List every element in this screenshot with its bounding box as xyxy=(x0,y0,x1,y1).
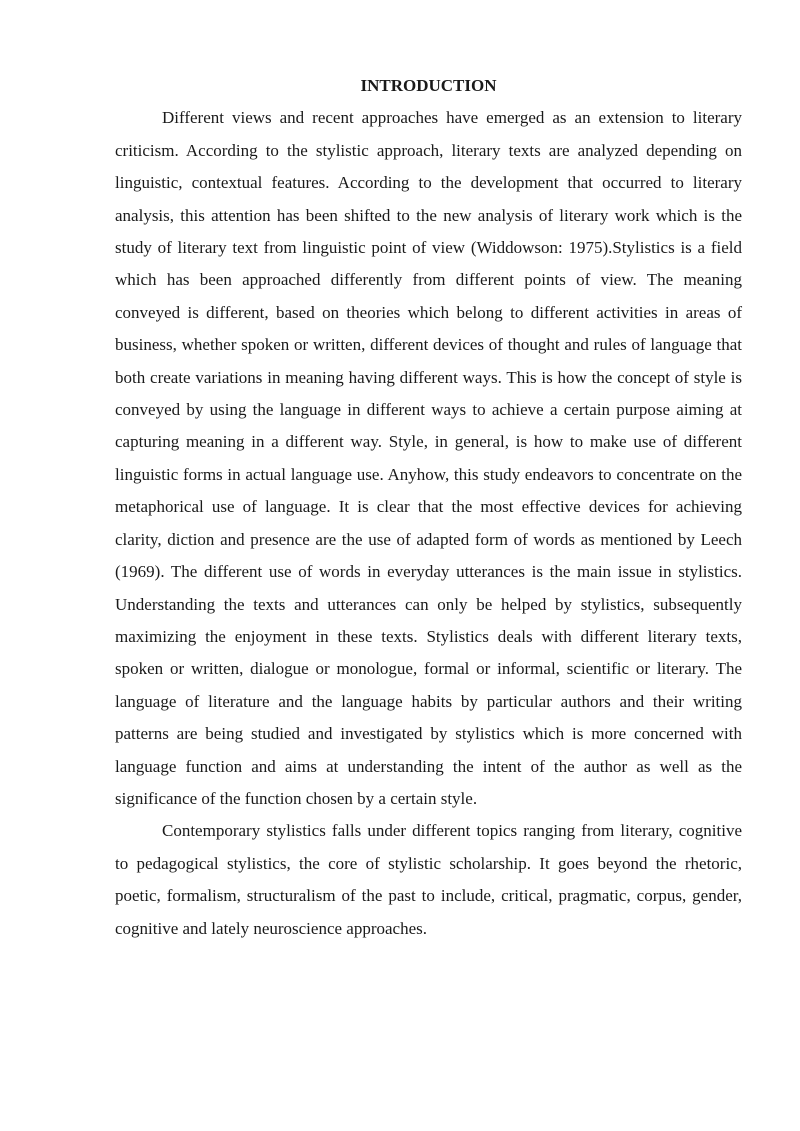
paragraph: Different views and recent approaches have emerged as an extension to literary criticism. According to the stylistic approach, literary texts are analyzed depending on linguistic, contextual features. According to the development that occurred to literary analysis, this attention has been shifted to the new analysis of literary work which is the study of literary text from linguistic point of view (Widdowson: 1975).Stylistics is a field which has been approached differently from different points of view. The meaning conveyed is different, based on theories which belong to different activities in areas of business, whether spoken or written, different devices of thought and rules of language that both create variations in meaning having different ways. This is how the concept of style is conveyed by using the language in different ways to achieve a certain purpose aiming at capturing meaning in a different way. Style, in general, is how to make use of different linguistic forms in actual language use. Anyhow, this study endeavors to concentrate on the metaphorical use of language. It is clear that the most effective devices for achieving clarity, diction and presence are the use of adapted form of words as mentioned by Leech (1969). The different use of words in everyday utterances is the main issue in stylistics. Understanding the texts and utterances can only be helped by stylistics, subsequently maximizing the enjoyment in these texts. Stylistics deals with different literary texts, spoken or written, dialogue or monologue, formal or informal, scientific or literary. The language of literature and the language habits by particular authors and their writing patterns are being studied and investigated by stylistics which is more concerned with language function and aims at understanding the intent of the author as well as the significance of the function chosen by a certain style. xyxy=(115,108,742,808)
paragraph: Contemporary stylistics falls under different topics ranging from literary, cognitive to pedagogical stylistics, the core of stylistic scholarship. It goes beyond the rhetoric, poetic, formalism, structuralism of the past to include, critical, pragmatic, corpus, gender, cognitive and lately neuroscience approaches. xyxy=(115,821,742,938)
section-heading: INTRODUCTION xyxy=(360,76,497,95)
document-body xyxy=(115,70,742,945)
